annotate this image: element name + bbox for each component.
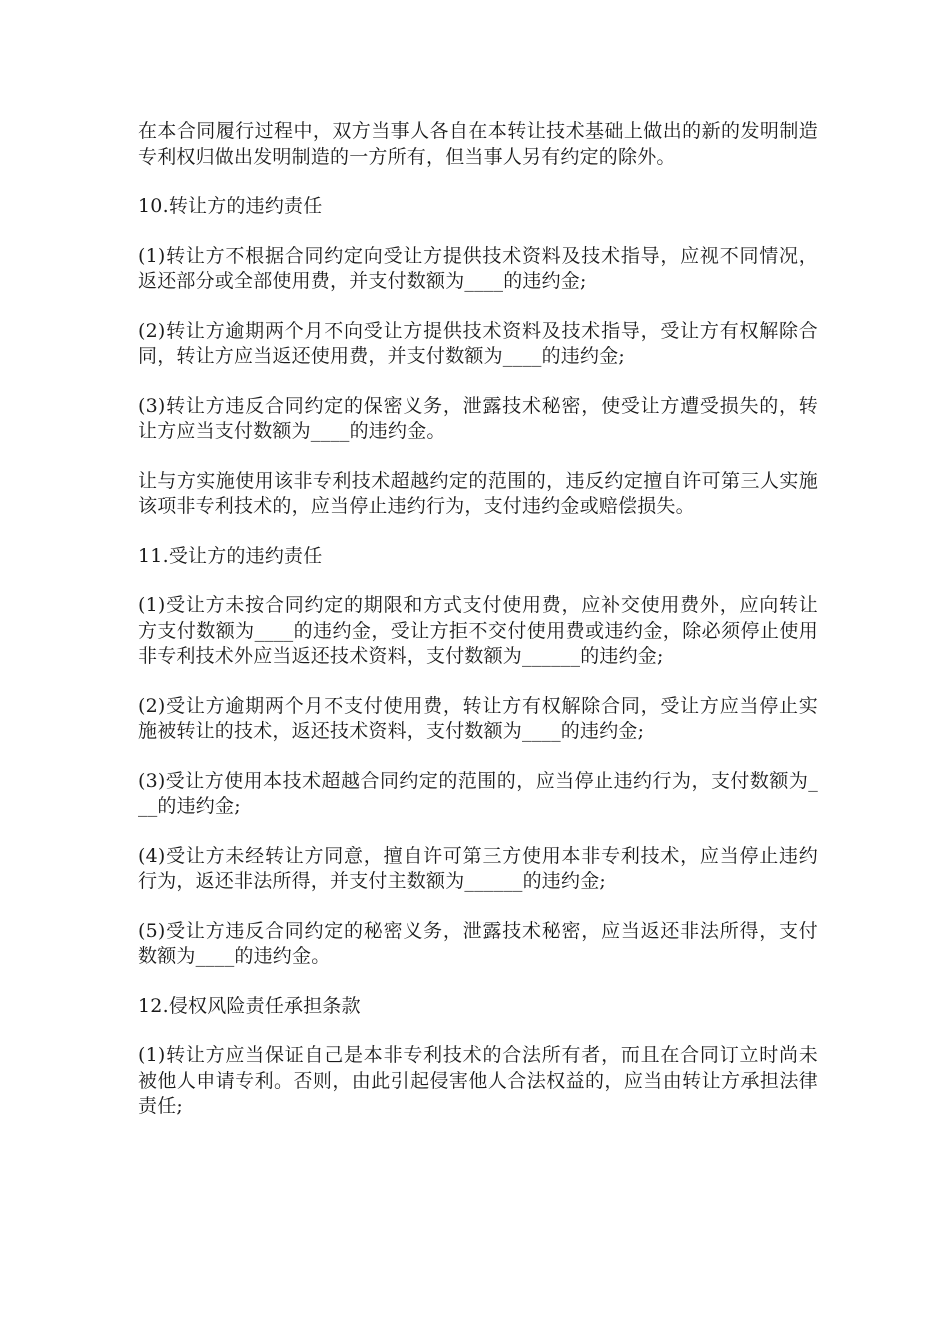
clause-12-1: (1)转让方应当保证自己是本非专利技术的合法所有者，而且在合同订立时尚未被他人申请专利。否则，由此引起侵害他人合法权益的，应当由转让方承担法律责任; [138, 1044, 818, 1117]
document-body [138, 119, 818, 1144]
section-heading-12: 12.侵权风险责任承担条款 [138, 994, 361, 1017]
paragraph-licensor-scope-breach: 让与方实施使用该非专利技术超越约定的范围的，违反约定擅自许可第三人实施该项非专利技术的，应当停止违约行为，支付违约金或赔偿损失。 [138, 469, 818, 517]
clause-11-5: (5)受让方违反合同约定的秘密义务，泄露技术秘密，应当返还非法所得，支付数额为____的违约金。 [138, 919, 818, 967]
clause-10-2: (2)转让方逾期两个月不向受让方提供技术资料及技术指导，受让方有权解除合同，转让方应当返还使用费，并支付数额为____的违约金; [138, 319, 818, 367]
clause-11-4: (4)受让方未经转让方同意，擅自许可第三方使用本非专利技术，应当停止违约行为，返还非法所得，并支付主数额为______的违约金; [138, 844, 818, 892]
section-heading-10: 10.转让方的违约责任 [138, 195, 323, 217]
clause-10-3: (3)转让方违反合同约定的保密义务，泄露技术秘密，使受让方遭受损失的，转让方应当支付数额为____的违约金。 [138, 394, 818, 442]
clause-11-2: (2)受让方逾期两个月不支付使用费，转让方有权解除合同，受让方应当停止实施被转让的技术，返还技术资料，支付数额为____的违约金; [138, 694, 818, 742]
paragraph-invention-ownership: 在本合同履行过程中，双方当事人各自在本转让技术基础上做出的新的发明制造专利权归做出发明制造的一方所有，但当事人另有约定的除外。 [138, 120, 818, 168]
clause-11-3: (3)受让方使用本技术超越合同约定的范围的，应当停止违约行为，支付数额为___的违约金; [138, 769, 818, 817]
clause-10-1: (1)转让方不根据合同约定向受让方提供技术资料及技术指导，应视不同情况，返还部分或全部使用费，并支付数额为____的违约金; [138, 244, 818, 292]
section-heading-11: 11.受让方的违约责任 [138, 544, 323, 567]
clause-11-1: (1)受让方未按合同约定的期限和方式支付使用费，应补交使用费外，应向转让方支付数额为____的违约金，受让方拒不交付使用费或违约金，除必须停止使用非专利技术外应当返还技术资料，支付数额为______的违约金; [138, 594, 818, 667]
